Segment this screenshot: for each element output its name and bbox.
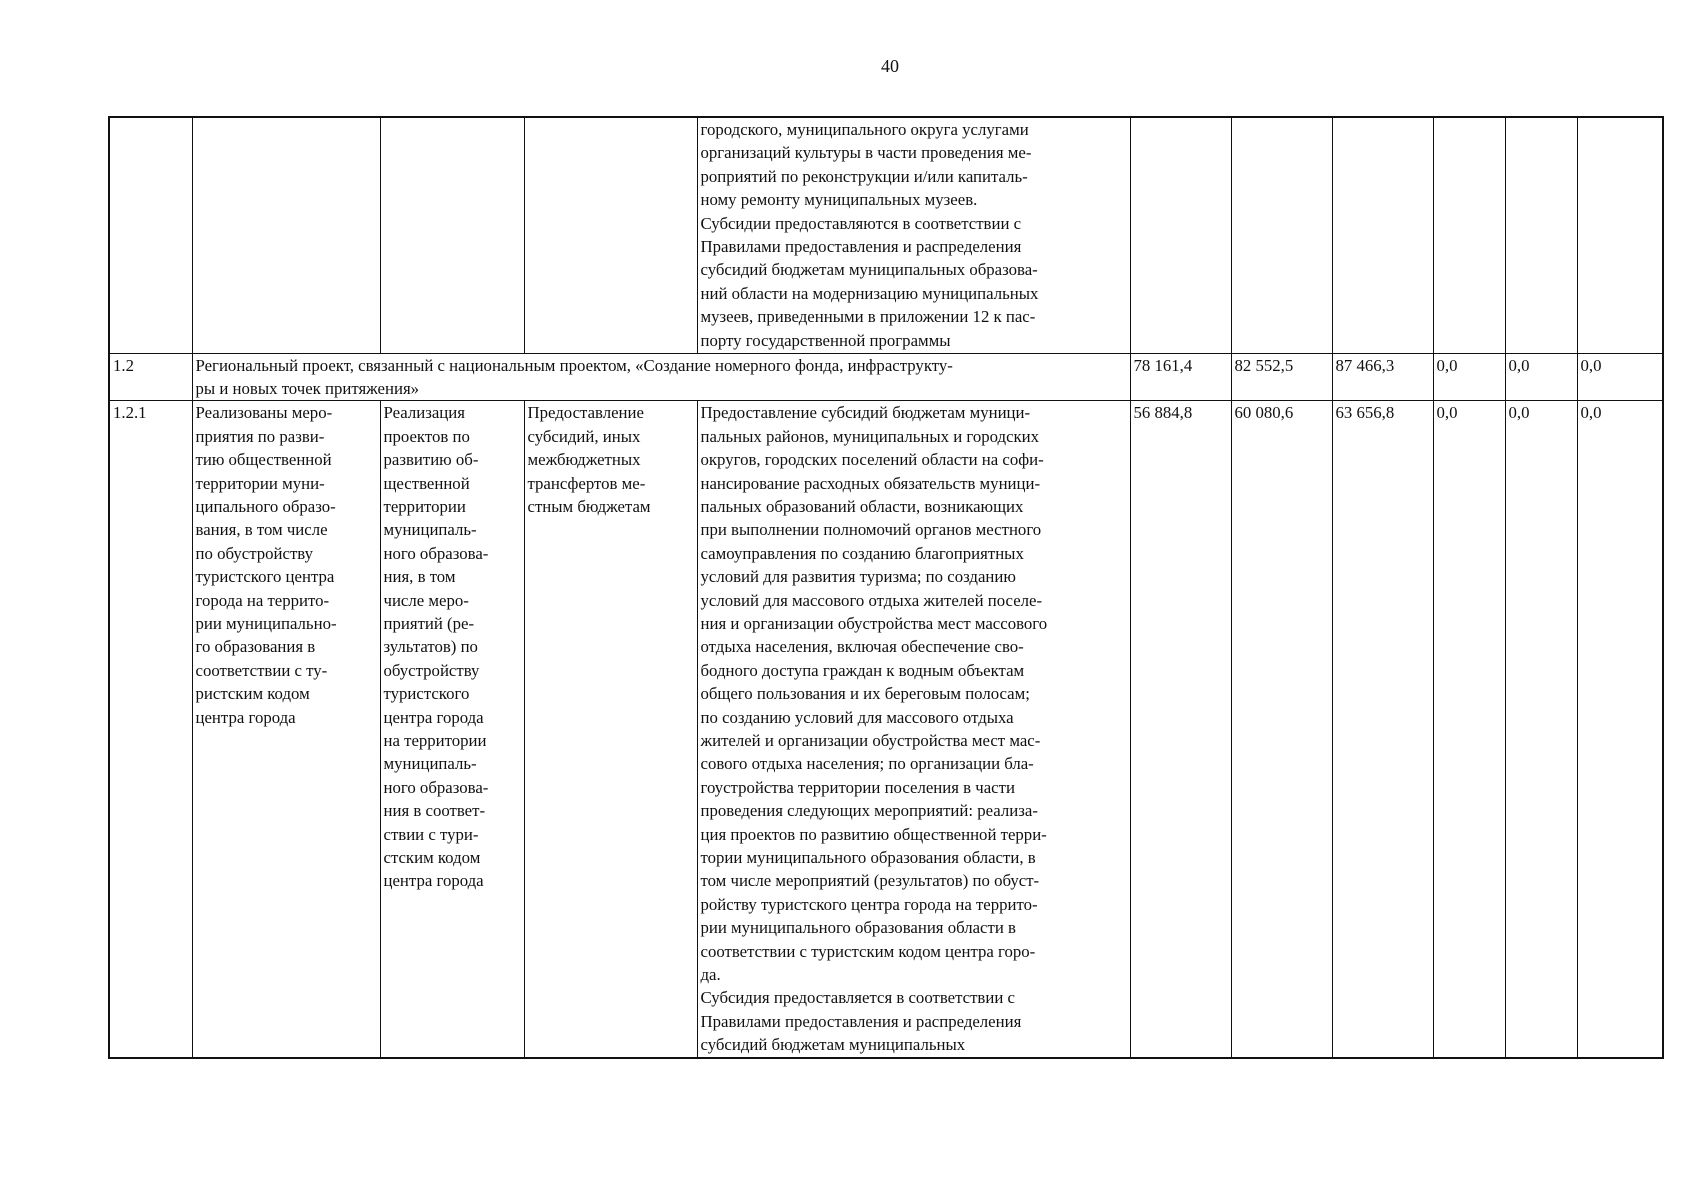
value-cell: 0,0 [1577, 401, 1663, 1058]
cell-value-3 [1332, 117, 1433, 353]
row-number: 1.2 [109, 353, 192, 401]
cell-value-2 [1231, 117, 1332, 353]
table-row-1-2 [109, 353, 1663, 401]
project-title: Региональный проект, связанный с национальным проектом, «Создание номерного фонда, инфраструкту- ры и новых точек притяжения» [192, 353, 1130, 401]
description-text: Предоставление субсидий бюджетам муници- пальных районов, муниципальных и городских округов, городских поселений области на софи- нансирование расходных обязательств муници- пальных образований области, возникающих при выполнении полномочий органов местного самоуправления по созданию благоприятных условий для развития туризма; по созданию условий для массового отдыха жителей поселе- ния и организации обустройства мест массового отдыха населения, включая обеспечение сво- бодного доступа граждан к водным объектам общего пользования и их береговым полосам; по созданию условий для массового отдыха жителей и организации обустройства мест мас- сового отдыха населения; по организации бла- гоустройства территории поселения в части проведения следующих мероприятий: реализа- ция проектов по развитию общественной терри- тории муниципального образования области, в том числе мероприятий (результатов) по обуст- ройству туристского центра города на террито- рии муниципального образования области в соответствии с туристским кодом центра горо- да. Субсидия предоставляется в соответствии с Правилами предоставления и распределения субсидий бюджетам муниципальных [697, 401, 1130, 1058]
value-cell: 56 884,8 [1130, 401, 1231, 1058]
value-cell: 0,0 [1433, 353, 1505, 401]
row-number: 1.2.1 [109, 401, 192, 1058]
value-cell: 60 080,6 [1231, 401, 1332, 1058]
value-cell: 0,0 [1433, 401, 1505, 1058]
measure-type-text: Предоставление субсидий, иных межбюджетных трансфертов ме- стным бюджетам [524, 401, 697, 1058]
page-number: 40 [881, 56, 899, 76]
cell-value-4 [1433, 117, 1505, 353]
table-row-continuation [109, 117, 1663, 353]
value-cell: 0,0 [1505, 353, 1577, 401]
cell-type [524, 117, 697, 353]
cell-task [192, 117, 380, 353]
cell-number [109, 117, 192, 353]
cell-value-6 [1577, 117, 1663, 353]
measure-text: Реализация проектов по развитию об- щественной территории муниципаль- ного образова- ния, в том числе меро- приятий (ре- зультатов) по обустройству туристского центра города на территории муниципаль- ного образова- ния в соответ- ствии с тури- стским кодом центра города [380, 401, 524, 1058]
program-table [108, 116, 1664, 1059]
value-cell: 63 656,8 [1332, 401, 1433, 1058]
task-text: Реализованы меро- приятия по разви- тию общественной территории муни- ципального образо- вания, в том числе по обустройству туристского центра города на террито- рии муниципально- го образования в соответствии с ту- ристским кодом центра города [192, 401, 380, 1058]
cell-measure [380, 117, 524, 353]
cell-value-1 [1130, 117, 1231, 353]
cell-value-5 [1505, 117, 1577, 353]
table-row-1-2-1 [109, 401, 1663, 1058]
value-cell: 87 466,3 [1332, 353, 1433, 401]
value-cell: 82 552,5 [1231, 353, 1332, 401]
value-cell: 78 161,4 [1130, 353, 1231, 401]
value-cell: 0,0 [1505, 401, 1577, 1058]
cell-description: городского, муниципального округа услугами организаций культуры в части проведения ме- роприятий по реконструкции и/или капиталь- ному ремонту муниципальных музеев. Субсидии предоставляются в соответствии с Правилами предоставления и распределения субсидий бюджетам муниципальных образова- ний области на модернизацию муниципальных музеев, приведенными в приложении 12 к пас- порту государственной программы [697, 117, 1130, 353]
value-cell: 0,0 [1577, 353, 1663, 401]
